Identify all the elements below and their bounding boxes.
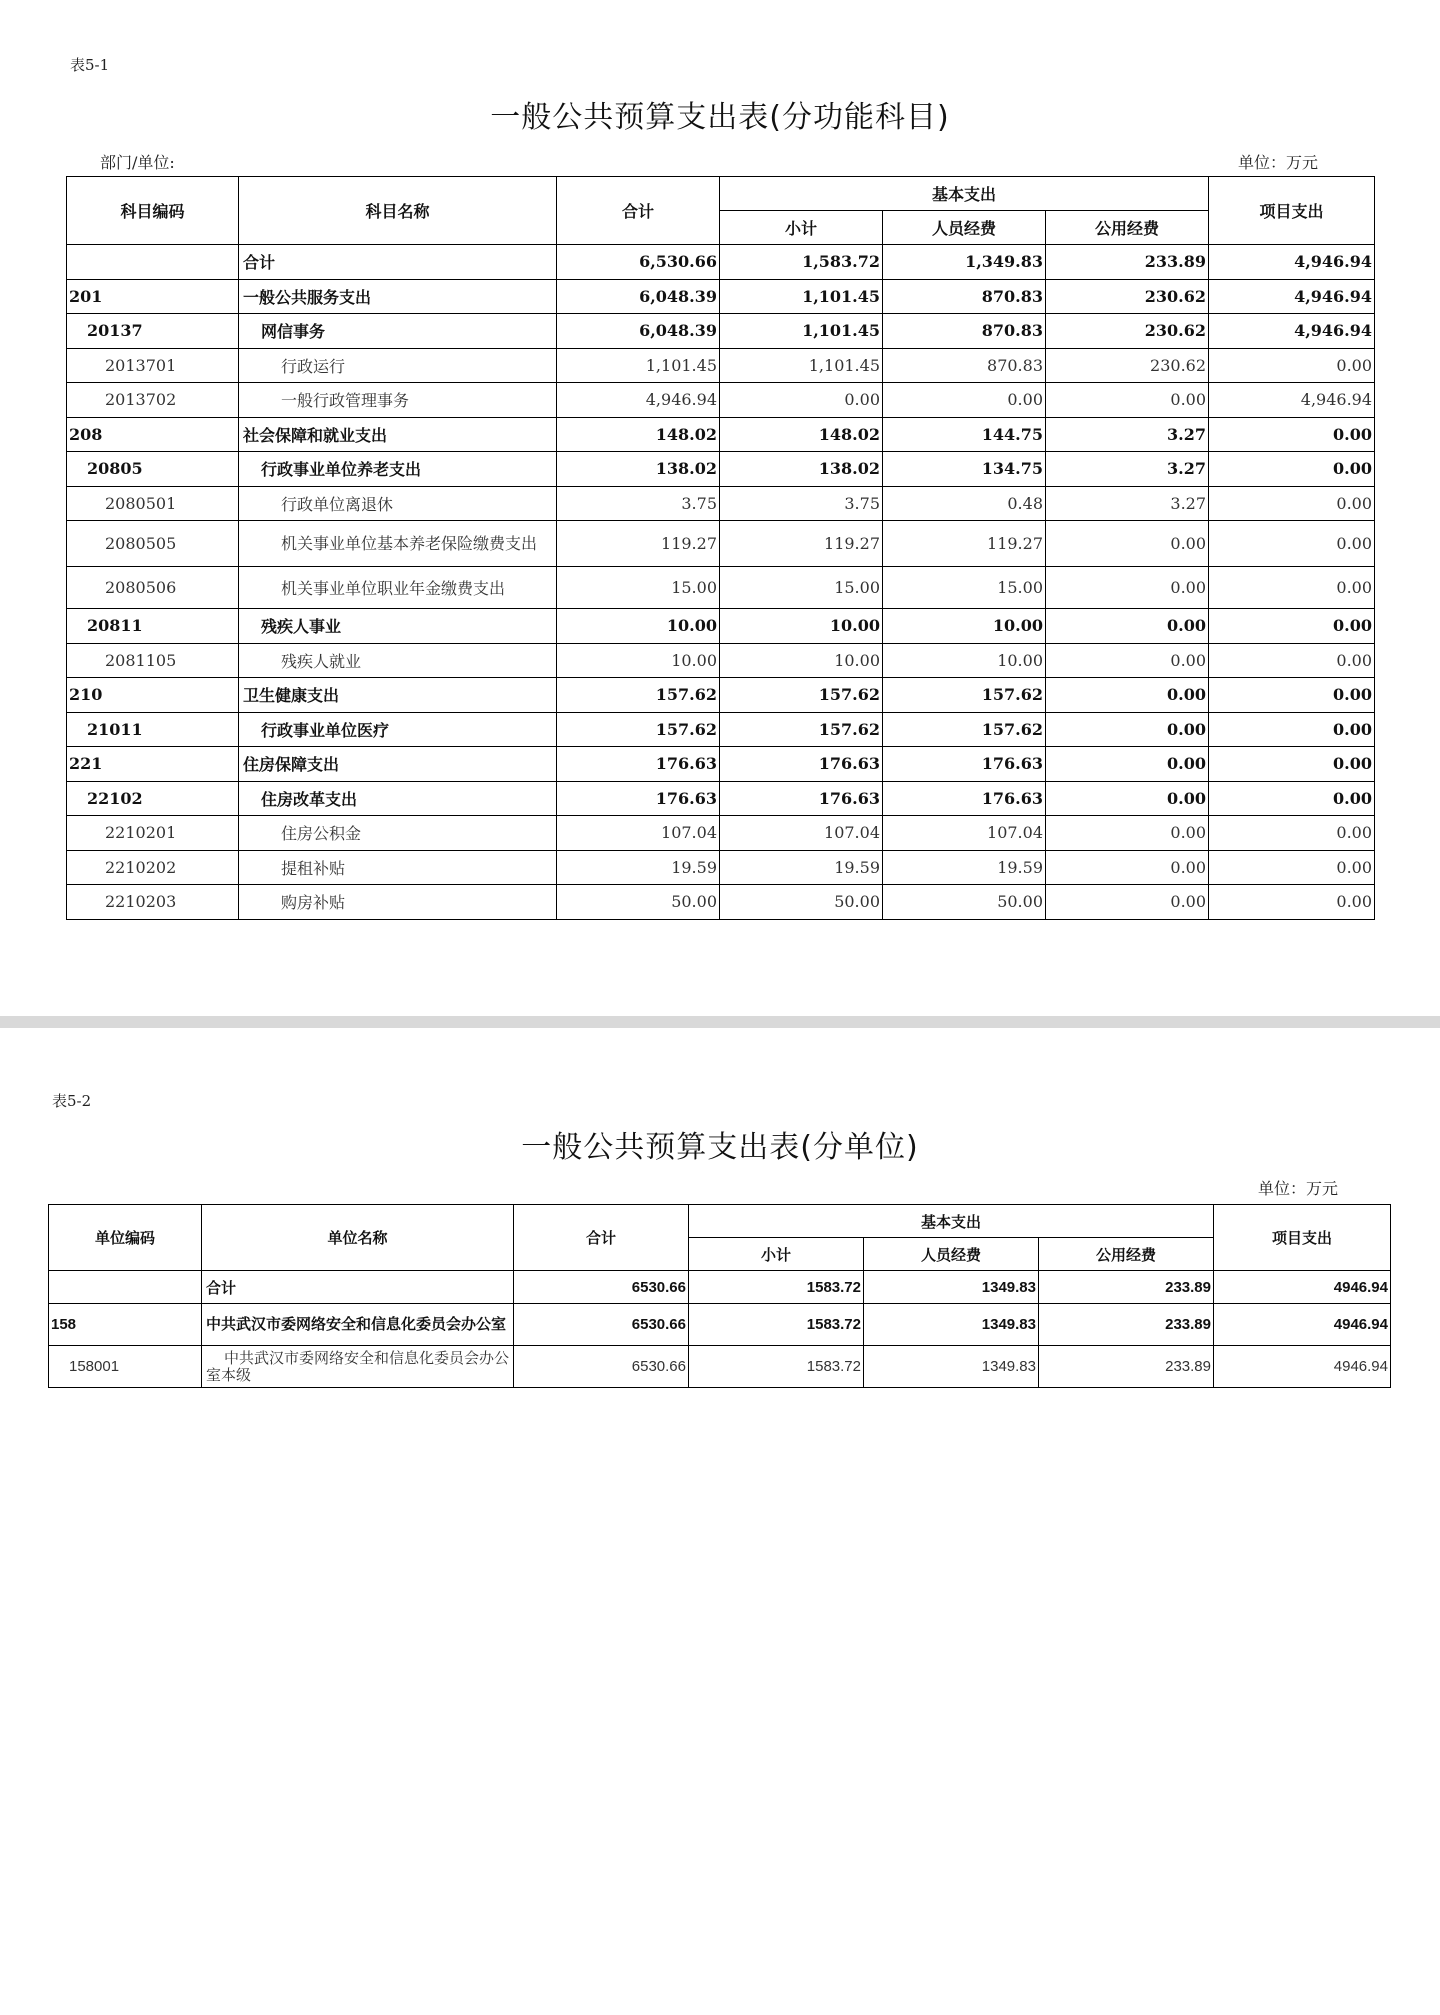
- row-public: 233.89: [1046, 245, 1209, 280]
- header-basic: 基本支出: [689, 1205, 1214, 1238]
- row-total: 148.02: [557, 417, 720, 452]
- row-project: 0.00: [1209, 643, 1375, 678]
- table-row: [49, 1346, 1391, 1388]
- table-row: [67, 521, 1375, 567]
- row-name: 一般公共服务支出: [239, 279, 557, 314]
- table-row: [67, 348, 1375, 383]
- row-name: 网信事务: [239, 314, 557, 349]
- row-personnel: 870.83: [883, 348, 1046, 383]
- page-title: 一般公共预算支出表(分单位): [521, 1130, 919, 1165]
- row-personnel: 15.00: [883, 567, 1046, 609]
- row-subtotal: 0.00: [720, 383, 883, 418]
- row-name: 购房补贴: [239, 885, 557, 920]
- row-project: 0.00: [1209, 850, 1375, 885]
- row-name: 中共武汉市委网络安全和信息化委员会办公室: [202, 1304, 514, 1346]
- header-public: 公用经费: [1046, 211, 1209, 245]
- row-subtotal: 176.63: [720, 747, 883, 782]
- header-subtotal: 小计: [720, 211, 883, 245]
- row-public: 0.00: [1046, 885, 1209, 920]
- row-code: 2081105: [67, 643, 239, 678]
- row-personnel: 1,349.83: [883, 245, 1046, 280]
- row-code: 20137: [67, 314, 239, 349]
- table-row: [67, 609, 1375, 644]
- table-row: [67, 678, 1375, 713]
- row-project: 0.00: [1209, 417, 1375, 452]
- row-total: 19.59: [557, 850, 720, 885]
- row-project: 0.00: [1209, 567, 1375, 609]
- row-name: 合计: [239, 245, 557, 280]
- header-personnel: 人员经费: [883, 211, 1046, 245]
- table-number: 表5-1: [70, 56, 110, 74]
- row-code: 2080501: [67, 486, 239, 521]
- row-subtotal: 176.63: [720, 781, 883, 816]
- row-total: 107.04: [557, 816, 720, 851]
- row-code: 221: [67, 747, 239, 782]
- row-name: 住房改革支出: [239, 781, 557, 816]
- row-project: 0.00: [1209, 747, 1375, 782]
- row-personnel: 107.04: [883, 816, 1046, 851]
- row-code: 208: [67, 417, 239, 452]
- row-name: 提租补贴: [239, 850, 557, 885]
- row-personnel: 134.75: [883, 452, 1046, 487]
- row-personnel: 19.59: [883, 850, 1046, 885]
- row-code: 2013702: [67, 383, 239, 418]
- row-personnel: 157.62: [883, 712, 1046, 747]
- row-total: 176.63: [557, 781, 720, 816]
- row-name: 行政事业单位医疗: [239, 712, 557, 747]
- row-name: 行政运行: [239, 348, 557, 383]
- row-code: 210: [67, 678, 239, 713]
- row-project: 0.00: [1209, 521, 1375, 567]
- row-public: 233.89: [1039, 1271, 1214, 1304]
- row-code: 2210202: [67, 850, 239, 885]
- table-row: [67, 643, 1375, 678]
- row-subtotal: 1,101.45: [720, 314, 883, 349]
- row-code: [67, 245, 239, 280]
- row-total: 1,101.45: [557, 348, 720, 383]
- row-subtotal: 157.62: [720, 678, 883, 713]
- row-total: 3.75: [557, 486, 720, 521]
- row-public: 0.00: [1046, 643, 1209, 678]
- page-title: 一般公共预算支出表(分功能科目): [490, 100, 950, 135]
- row-code: 2210203: [67, 885, 239, 920]
- row-subtotal: 19.59: [720, 850, 883, 885]
- row-public: 230.62: [1046, 348, 1209, 383]
- table-row: [67, 486, 1375, 521]
- row-project: 0.00: [1209, 885, 1375, 920]
- row-personnel: 10.00: [883, 609, 1046, 644]
- row-personnel: 870.83: [883, 314, 1046, 349]
- row-project: 4946.94: [1214, 1346, 1391, 1388]
- row-subtotal: 3.75: [720, 486, 883, 521]
- row-subtotal: 15.00: [720, 567, 883, 609]
- row-total: 157.62: [557, 712, 720, 747]
- row-subtotal: 1,101.45: [720, 279, 883, 314]
- row-name: 合计: [202, 1271, 514, 1304]
- row-code: 201: [67, 279, 239, 314]
- row-code: 158001: [49, 1346, 202, 1388]
- row-personnel: 119.27: [883, 521, 1046, 567]
- row-subtotal: 107.04: [720, 816, 883, 851]
- row-project: 4946.94: [1214, 1271, 1391, 1304]
- row-total: 119.27: [557, 521, 720, 567]
- row-subtotal: 50.00: [720, 885, 883, 920]
- row-code: 2080505: [67, 521, 239, 567]
- row-total: 50.00: [557, 885, 720, 920]
- row-name: 行政事业单位养老支出: [239, 452, 557, 487]
- row-public: 0.00: [1046, 383, 1209, 418]
- unit-label: 单位：万元: [1238, 153, 1319, 172]
- table-row: [67, 885, 1375, 920]
- row-public: 233.89: [1039, 1346, 1214, 1388]
- row-personnel: 157.62: [883, 678, 1046, 713]
- row-project: 4946.94: [1214, 1304, 1391, 1346]
- table-row: [67, 314, 1375, 349]
- table-row: [67, 383, 1375, 418]
- row-project: 4,946.94: [1209, 383, 1375, 418]
- table-number: 表5-2: [52, 1092, 92, 1110]
- row-name: 残疾人事业: [239, 609, 557, 644]
- header-code: 单位编码: [49, 1205, 202, 1271]
- row-project: 0.00: [1209, 452, 1375, 487]
- row-total: 6,048.39: [557, 279, 720, 314]
- row-subtotal: 1,583.72: [720, 245, 883, 280]
- table-row: [67, 781, 1375, 816]
- table-row: [67, 452, 1375, 487]
- row-public: 233.89: [1039, 1304, 1214, 1346]
- row-project: 0.00: [1209, 816, 1375, 851]
- row-name: 机关事业单位基本养老保险缴费支出: [239, 521, 557, 567]
- row-total: 6530.66: [514, 1346, 689, 1388]
- row-code: [49, 1271, 202, 1304]
- row-code: 21011: [67, 712, 239, 747]
- row-subtotal: 1583.72: [689, 1346, 864, 1388]
- row-total: 176.63: [557, 747, 720, 782]
- row-project: 0.00: [1209, 486, 1375, 521]
- row-personnel: 0.48: [883, 486, 1046, 521]
- row-name: 行政单位离退休: [239, 486, 557, 521]
- row-total: 6,048.39: [557, 314, 720, 349]
- table-row: [67, 567, 1375, 609]
- row-public: 3.27: [1046, 486, 1209, 521]
- header-project: 项目支出: [1214, 1205, 1391, 1271]
- row-project: 0.00: [1209, 609, 1375, 644]
- table-row: [67, 747, 1375, 782]
- row-name: 卫生健康支出: [239, 678, 557, 713]
- row-name: 中共武汉市委网络安全和信息化委员会办公室本级: [202, 1346, 514, 1388]
- row-project: 4,946.94: [1209, 245, 1375, 280]
- row-public: 0.00: [1046, 678, 1209, 713]
- budget-table-by-unit: [48, 1204, 1391, 1388]
- row-project: 0.00: [1209, 348, 1375, 383]
- table-row: [67, 712, 1375, 747]
- row-total: 138.02: [557, 452, 720, 487]
- row-personnel: 10.00: [883, 643, 1046, 678]
- row-code: 158: [49, 1304, 202, 1346]
- row-subtotal: 119.27: [720, 521, 883, 567]
- header-public: 公用经费: [1039, 1238, 1214, 1271]
- header-total: 合计: [514, 1205, 689, 1271]
- header-personnel: 人员经费: [864, 1238, 1039, 1271]
- row-project: 0.00: [1209, 781, 1375, 816]
- row-name: 残疾人就业: [239, 643, 557, 678]
- unit-label: 单位：万元: [1258, 1179, 1339, 1198]
- row-personnel: 50.00: [883, 885, 1046, 920]
- row-name: 机关事业单位职业年金缴费支出: [239, 567, 557, 609]
- row-public: 0.00: [1046, 712, 1209, 747]
- header-subtotal: 小计: [689, 1238, 864, 1271]
- row-public: 3.27: [1046, 417, 1209, 452]
- table-row: [67, 816, 1375, 851]
- row-personnel: 0.00: [883, 383, 1046, 418]
- row-public: 0.00: [1046, 567, 1209, 609]
- row-subtotal: 157.62: [720, 712, 883, 747]
- row-public: 0.00: [1046, 747, 1209, 782]
- row-name: 一般行政管理事务: [239, 383, 557, 418]
- row-total: 15.00: [557, 567, 720, 609]
- row-code: 22102: [67, 781, 239, 816]
- row-project: 0.00: [1209, 678, 1375, 713]
- header-name: 单位名称: [202, 1205, 514, 1271]
- row-name: 住房保障支出: [239, 747, 557, 782]
- budget-table-by-function: [66, 176, 1375, 920]
- row-code: 2210201: [67, 816, 239, 851]
- table-row: [67, 279, 1375, 314]
- row-personnel: 1349.83: [864, 1346, 1039, 1388]
- row-public: 3.27: [1046, 452, 1209, 487]
- row-public: 0.00: [1046, 816, 1209, 851]
- row-subtotal: 1583.72: [689, 1304, 864, 1346]
- row-personnel: 176.63: [883, 747, 1046, 782]
- row-public: 230.62: [1046, 314, 1209, 349]
- row-code: 2080506: [67, 567, 239, 609]
- header-basic: 基本支出: [720, 177, 1209, 211]
- row-public: 0.00: [1046, 521, 1209, 567]
- page-divider: [0, 1016, 1440, 1028]
- page-table-5-2: [0, 1028, 1440, 2015]
- row-public: 230.62: [1046, 279, 1209, 314]
- header-code: 科目编码: [67, 177, 239, 245]
- table-row: [49, 1271, 1391, 1304]
- row-personnel: 144.75: [883, 417, 1046, 452]
- row-subtotal: 10.00: [720, 609, 883, 644]
- header-total: 合计: [557, 177, 720, 245]
- row-code: 2013701: [67, 348, 239, 383]
- row-total: 6530.66: [514, 1271, 689, 1304]
- header-name: 科目名称: [239, 177, 557, 245]
- row-public: 0.00: [1046, 850, 1209, 885]
- row-total: 6,530.66: [557, 245, 720, 280]
- row-personnel: 870.83: [883, 279, 1046, 314]
- department-label: 部门/单位:: [100, 153, 175, 172]
- row-name: 住房公积金: [239, 816, 557, 851]
- row-project: 0.00: [1209, 712, 1375, 747]
- row-subtotal: 1,101.45: [720, 348, 883, 383]
- row-total: 10.00: [557, 609, 720, 644]
- row-project: 4,946.94: [1209, 314, 1375, 349]
- table-row: [67, 245, 1375, 280]
- row-subtotal: 148.02: [720, 417, 883, 452]
- table-row: [67, 417, 1375, 452]
- row-personnel: 176.63: [883, 781, 1046, 816]
- table-row: [67, 850, 1375, 885]
- header-project: 项目支出: [1209, 177, 1375, 245]
- row-code: 20811: [67, 609, 239, 644]
- table-row: [49, 1304, 1391, 1346]
- row-personnel: 1349.83: [864, 1271, 1039, 1304]
- row-subtotal: 138.02: [720, 452, 883, 487]
- row-name: 社会保障和就业支出: [239, 417, 557, 452]
- row-code: 20805: [67, 452, 239, 487]
- row-total: 6530.66: [514, 1304, 689, 1346]
- row-subtotal: 10.00: [720, 643, 883, 678]
- row-total: 4,946.94: [557, 383, 720, 418]
- row-project: 4,946.94: [1209, 279, 1375, 314]
- row-total: 10.00: [557, 643, 720, 678]
- row-public: 0.00: [1046, 609, 1209, 644]
- row-public: 0.00: [1046, 781, 1209, 816]
- row-total: 157.62: [557, 678, 720, 713]
- row-subtotal: 1583.72: [689, 1271, 864, 1304]
- row-personnel: 1349.83: [864, 1304, 1039, 1346]
